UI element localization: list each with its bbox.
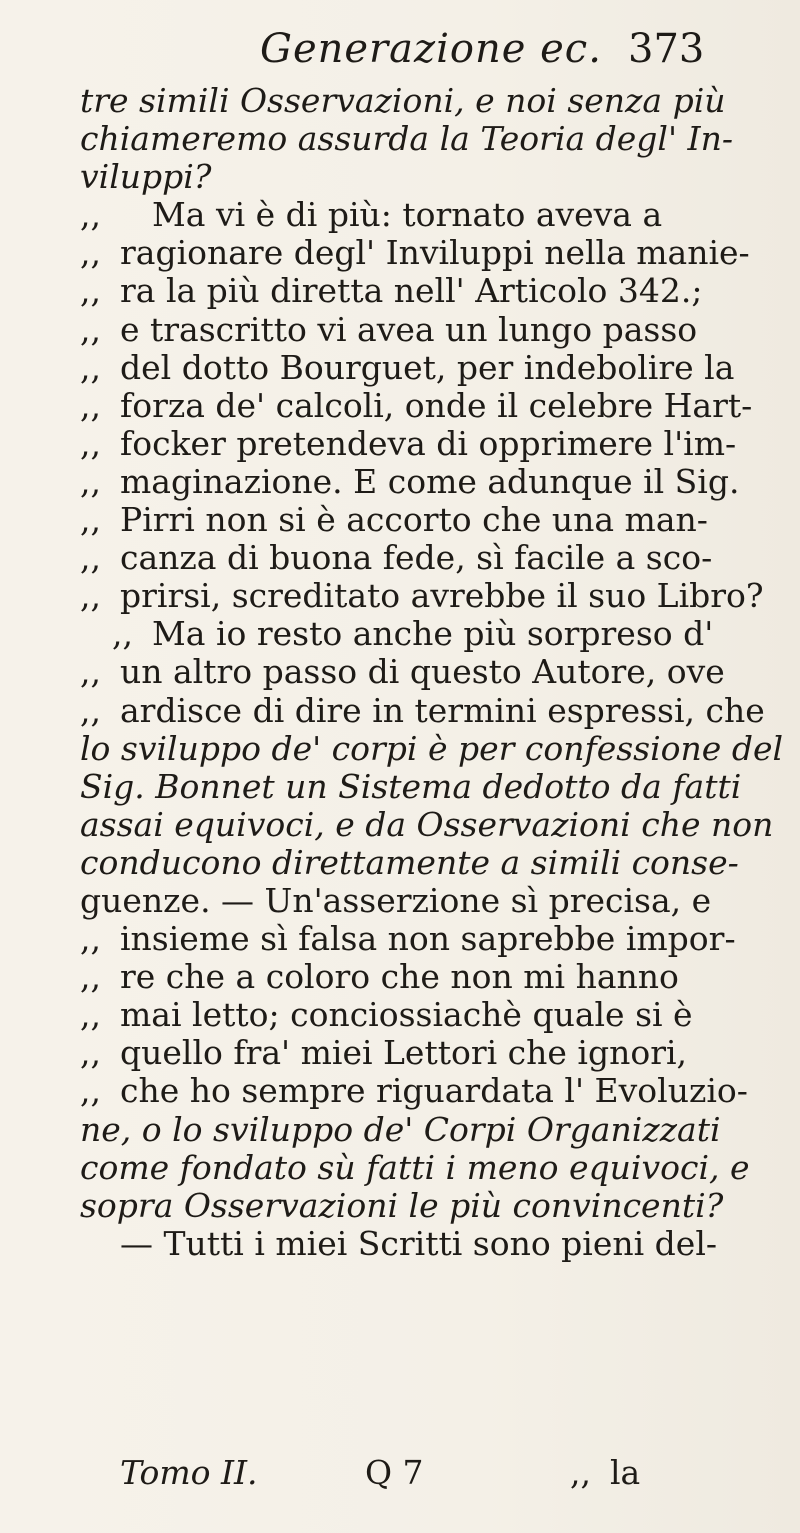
page-number: 373: [628, 26, 705, 72]
text-line: ,, mai letto; conciossiachè quale si è: [80, 995, 693, 1035]
running-title: Generazione ec.: [260, 26, 602, 72]
text-line: Sig. Bonnet un Sistema dedotto da fatti: [80, 766, 742, 806]
page-header: [0, 20, 800, 80]
text-line: chiameremo assurda la Teoria degl' In-: [80, 119, 733, 159]
text-line: ,, un altro passo di questo Autore, ove: [80, 652, 725, 692]
text-line: sopra Osservazioni le più convincenti?: [80, 1185, 724, 1225]
text-line: ,, prirsi, screditato avrebbe il suo Libro?: [80, 576, 764, 616]
text-line: ,, ardisce di dire in termini espressi, che: [80, 690, 765, 730]
text-line: ,, quello fra' miei Lettori che ignori,: [80, 1033, 688, 1073]
text-line: ,, re che a coloro che non mi hanno: [80, 957, 679, 997]
text-line: ,, che ho sempre riguardata l' Evoluzio-: [80, 1071, 748, 1111]
text-line: ,, del dotto Bourguet, per indebolire la: [80, 347, 735, 387]
text-line: ,, ra la più diretta nell' Articolo 342.;: [80, 271, 703, 311]
signature-mark: Q 7: [365, 1453, 424, 1492]
text-line: ,, Pirri non si è accorto che una man-: [80, 500, 708, 540]
text-line: ,, insieme sì falsa non saprebbe impor-: [80, 919, 736, 959]
catchword: la: [610, 1453, 641, 1492]
text-line: ,, maginazione. E come adunque il Sig.: [80, 461, 740, 501]
text-line: lo sviluppo de' corpi è per confessione del: [80, 728, 784, 768]
text-line: guenze. — Un'asserzione sì precisa, e: [80, 880, 712, 920]
body-text: [80, 81, 784, 1263]
text-line: ,, focker pretendeva di opprimere l'im-: [80, 423, 737, 463]
text-line: come fondato sù fatti i meno equivoci, e: [80, 1147, 750, 1187]
text-line: ,, Ma vi è di più: tornato aveva a: [80, 195, 663, 235]
text-line: — Tutti i miei Scritti sono pieni del-: [120, 1223, 718, 1263]
volume-mark: Tomo II.: [120, 1453, 258, 1492]
text-line: ne, o lo sviluppo de' Corpi Organizzati: [80, 1109, 721, 1149]
text-line: assai equivoci, e da Osservazioni che non: [80, 804, 774, 844]
text-line: viluppi?: [80, 157, 212, 197]
text-line: ,, ragionare degl' Inviluppi nella manie-: [80, 233, 750, 273]
text-line: ,, canza di buona fede, sì facile a sco-: [80, 538, 713, 578]
text-line: ,, e trascritto vi avea un lungo passo: [80, 309, 698, 349]
page-footer: [120, 1453, 760, 1493]
catchword-quote: ,,: [570, 1453, 591, 1492]
text-line: tre simili Osservazioni, e noi senza più: [80, 81, 726, 120]
text-line: conducono direttamente a simili conse-: [80, 842, 739, 882]
text-line: ,, forza de' calcoli, onde il celebre Hart-: [80, 385, 753, 425]
text-line: ,, Ma io resto anche più sorpreso d': [112, 614, 714, 654]
